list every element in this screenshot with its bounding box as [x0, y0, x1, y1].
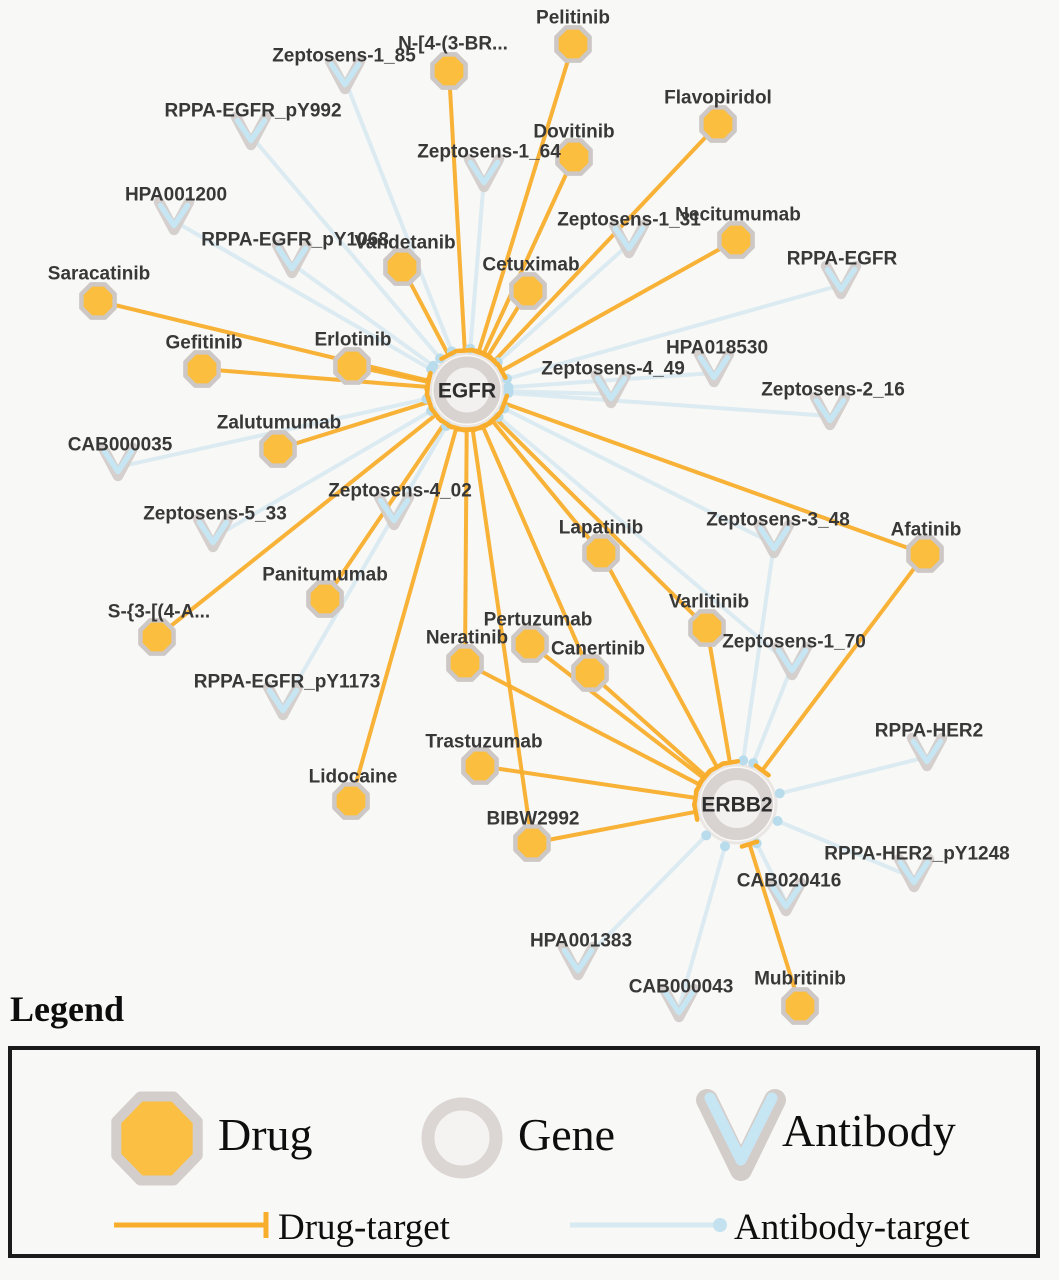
node-label-Necitumumab: Necitumumab — [675, 204, 801, 226]
node-label-Afatinib: Afatinib — [890, 519, 962, 541]
antibody-node-RPPA-HER2[interactable] — [912, 738, 942, 766]
drug-edge-tack — [465, 428, 481, 430]
node-label-CAB020416: CAB020416 — [736, 870, 842, 892]
node-label-RPPA-HER2_pY1248: RPPA-HER2_pY1248 — [824, 843, 1010, 865]
node-label-Zeptosens-1_64: Zeptosens-1_64 — [417, 141, 561, 163]
gene-label-EGFR: EGFR — [437, 379, 497, 403]
node-label-Dovitinib: Dovitinib — [533, 121, 615, 143]
antibody-target-edges — [118, 80, 927, 1008]
antibody-target-edge — [780, 757, 927, 793]
node-label-Zeptosens-1_85: Zeptosens-1_85 — [272, 45, 416, 67]
node-label-CAB000043: CAB000043 — [628, 976, 734, 998]
drug-target-edge — [449, 71, 465, 351]
node-label-Zeptosens-3_48: Zeptosens-3_48 — [706, 509, 850, 531]
drug-node-Afatinib[interactable] — [908, 537, 941, 570]
drug-node-Saracatinib[interactable] — [81, 284, 114, 317]
node-label-Pertuzumab: Pertuzumab — [483, 609, 593, 631]
node-label-RPPA-EGFR_pY1068: RPPA-EGFR_pY1068 — [201, 229, 389, 251]
node-label-Vandetanib: Vandetanib — [354, 232, 456, 254]
node-label-Flavopiridol: Flavopiridol — [664, 87, 772, 109]
node-label-Lapatinib: Lapatinib — [558, 517, 644, 539]
node-label-HPA001200: HPA001200 — [124, 184, 228, 206]
drug-node-Dovitinib[interactable] — [557, 140, 590, 173]
node-label-Lidocaine: Lidocaine — [308, 766, 398, 788]
antibody-edge-dot — [775, 788, 785, 798]
antibody-node-Zeptosens-1_64[interactable] — [469, 159, 499, 187]
node-label-RPPA-EGFR_pY992: RPPA-EGFR_pY992 — [164, 100, 342, 122]
legend-title: Legend — [10, 989, 125, 1029]
drug-octagon-icon — [106, 1086, 208, 1190]
drug-target-line-icon — [110, 1208, 286, 1242]
node-label-RPPA-HER2: RPPA-HER2 — [874, 720, 984, 742]
drug-edge-tack — [457, 350, 473, 351]
node-label-CAB000035: CAB000035 — [67, 434, 173, 456]
drug-target-edge — [590, 673, 706, 776]
drug-edge-tack — [722, 761, 738, 764]
antibody-target-line-icon — [566, 1208, 742, 1242]
node-label-HPA018530: HPA018530 — [665, 337, 769, 359]
node-label-Saracatinib: Saracatinib — [47, 263, 151, 285]
node-label-Trastuzumab: Trastuzumab — [425, 731, 543, 753]
antibody-chevron-icon — [694, 1076, 788, 1188]
antibody-edge-dot — [773, 816, 783, 826]
node-label-Erlotinib: Erlotinib — [314, 329, 392, 351]
legend-box — [8, 1046, 1040, 1258]
antibody-edge-dot — [701, 830, 711, 840]
node-label-Zeptosens-4_49: Zeptosens-4_49 — [541, 358, 685, 380]
legend-gene-label: Gene — [518, 1109, 616, 1160]
node-label-Zalutumumab: Zalutumumab — [216, 412, 342, 434]
drug-node-Gefitinib[interactable] — [185, 352, 218, 385]
gene-node-ERBB2[interactable] — [698, 765, 776, 843]
legend-drug-label: Drug — [218, 1109, 313, 1160]
node-label-RPPA-EGFR_pY1173: RPPA-EGFR_pY1173 — [193, 671, 381, 693]
node-label-Panitumumab: Panitumumab — [262, 564, 388, 586]
node-label-Pelitinib: Pelitinib — [536, 7, 610, 29]
legend-drug-target-label: Drug-target — [278, 1207, 450, 1248]
antibody-target-edge — [753, 666, 792, 763]
drug-node-Necitumumab[interactable] — [719, 223, 752, 256]
gene-circle-icon — [414, 1090, 510, 1186]
drug-node-Erlotinib[interactable] — [335, 349, 368, 382]
node-label-BIBW2992: BIBW2992 — [486, 808, 580, 830]
node-label-RPPA-EGFR: RPPA-EGFR — [786, 248, 898, 270]
drug-node-Lidocaine[interactable] — [334, 784, 367, 817]
gene-label-ERBB2: ERBB2 — [701, 793, 773, 817]
antibody-node-Zeptosens-2_16[interactable] — [815, 397, 845, 425]
drug-edge-tack — [694, 804, 697, 820]
drug-node-Neratinib[interactable] — [448, 646, 481, 679]
drug-node-Cetuximab[interactable] — [511, 274, 544, 307]
drug-node-Vandetanib[interactable] — [385, 250, 418, 283]
drug-node-Panitumumab[interactable] — [308, 582, 341, 615]
node-label-HPA001383: HPA001383 — [529, 930, 633, 952]
drug-target-edge — [480, 766, 696, 798]
drug-node-Flavopiridol[interactable] — [701, 107, 734, 140]
drug-node-Canertinib[interactable] — [573, 656, 606, 689]
node-label-Zeptosens-2_16: Zeptosens-2_16 — [761, 379, 905, 401]
drug-node-BIBW2992[interactable] — [515, 826, 548, 859]
drug-node-Trastuzumab[interactable] — [463, 749, 496, 782]
node-label-Mubritinib: Mubritinib — [754, 968, 846, 990]
node-label-Zeptosens-1_70: Zeptosens-1_70 — [722, 631, 866, 653]
antibody-edge-dot — [428, 361, 438, 371]
node-label-Varlitinib: Varlitinib — [668, 591, 750, 613]
drug-node-Lapatinib[interactable] — [584, 536, 617, 569]
antibody-edge-dot — [720, 841, 730, 851]
node-label-N-[4-(3-BR...: N-[4-(3-BR... — [398, 33, 508, 55]
node-label-Zeptosens-1_31: Zeptosens-1_31 — [557, 209, 701, 231]
drug-node-N-[4-(3-BR...[interactable] — [432, 54, 465, 87]
drug-node-Pertuzumab[interactable] — [513, 627, 546, 660]
drug-node-Pelitinib[interactable] — [556, 27, 589, 60]
drug-node-Mubritinib[interactable] — [783, 989, 816, 1022]
legend-antibody-label: Antibody — [782, 1105, 956, 1156]
node-label-Gefitinib: Gefitinib — [165, 332, 243, 354]
node-label-Canertinib: Canertinib — [551, 638, 645, 660]
gene-node-EGFR[interactable] — [431, 354, 504, 427]
drug-node-Zalutumumab[interactable] — [261, 432, 294, 465]
drug-node-S-{3-[(4-A...[interactable] — [140, 620, 173, 653]
node-label-Zeptosens-4_02: Zeptosens-4_02 — [328, 480, 472, 502]
node-label-Cetuximab: Cetuximab — [482, 254, 580, 276]
node-label-Neratinib: Neratinib — [425, 627, 509, 649]
node-label-Zeptosens-5_33: Zeptosens-5_33 — [143, 503, 287, 525]
drug-node-Varlitinib[interactable] — [690, 611, 723, 644]
legend-antibody-target-label: Antibody-target — [734, 1207, 970, 1248]
node-label-S-{3-[(4-A...: S-{3-[(4-A... — [107, 601, 211, 623]
